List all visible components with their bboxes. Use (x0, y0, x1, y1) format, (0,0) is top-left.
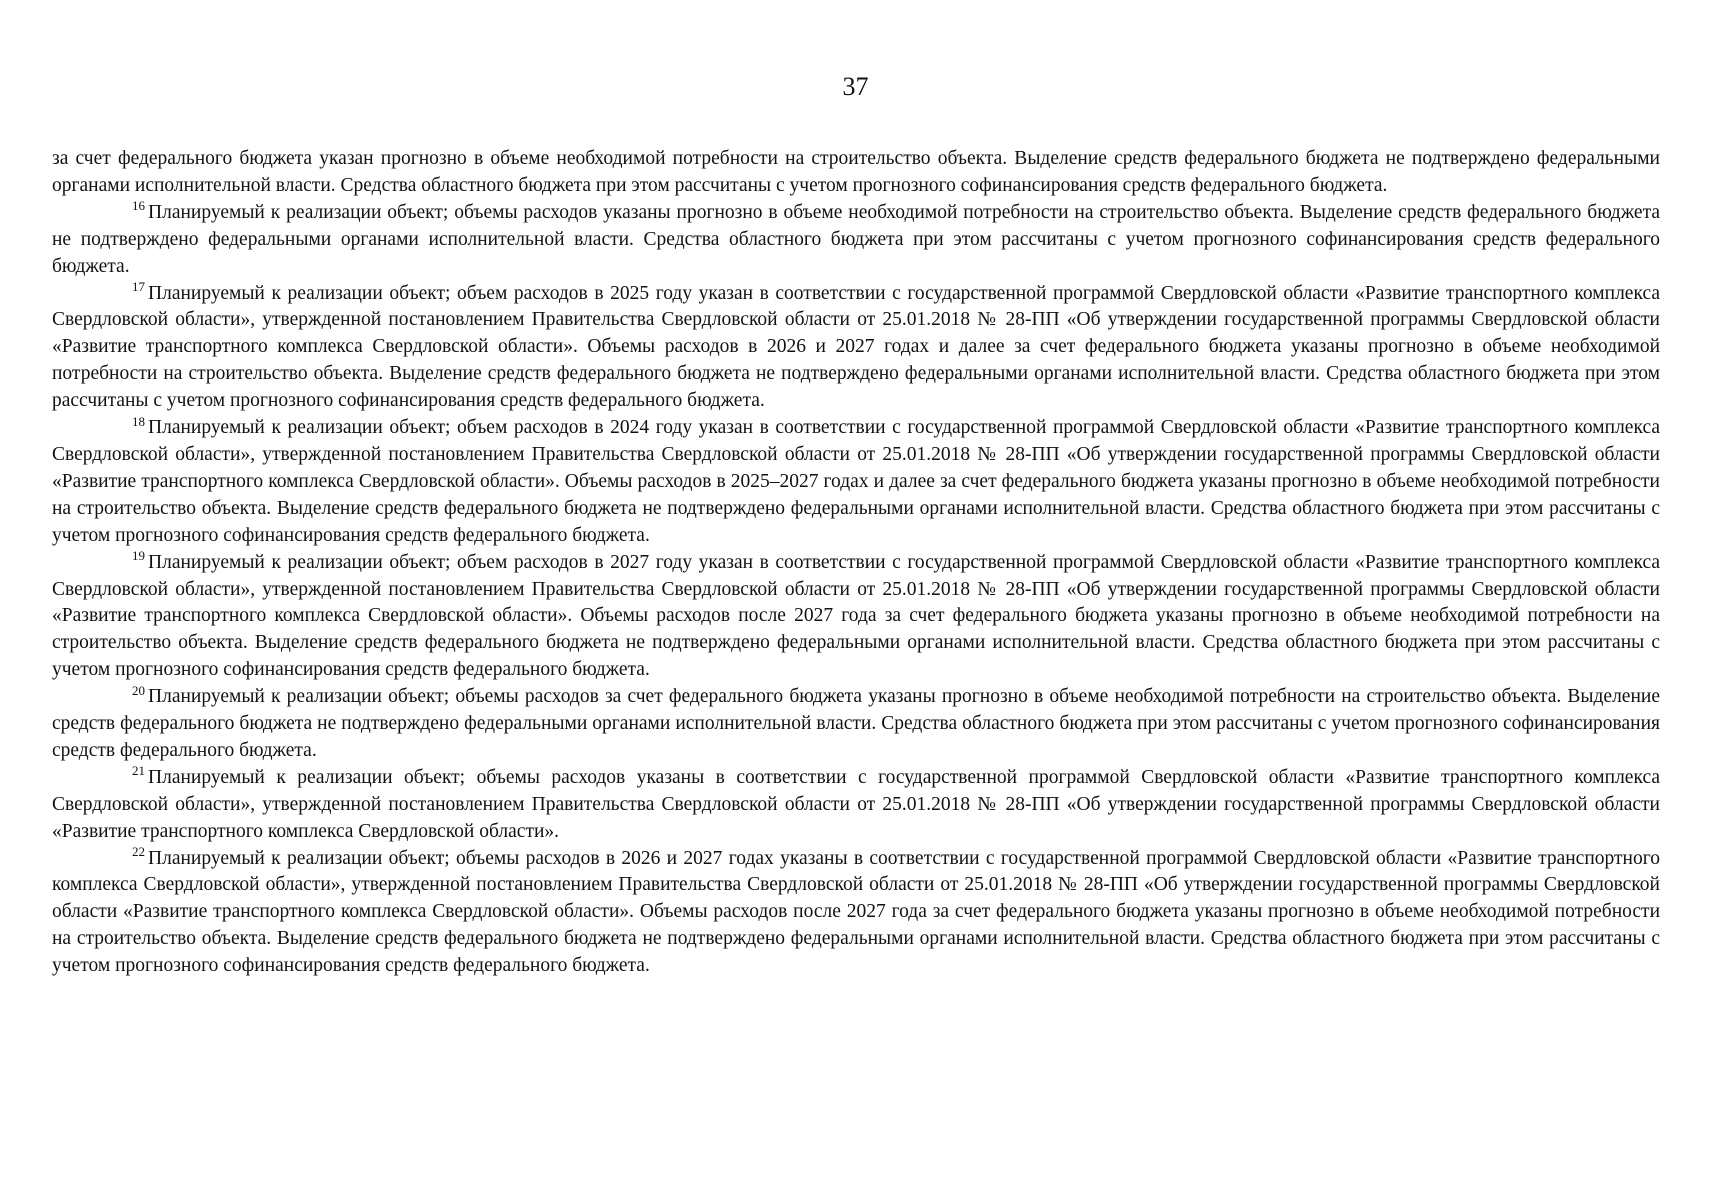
footnote-marker: 18 (132, 413, 145, 429)
footnote-18 (52, 415, 1660, 550)
footnote-20 (52, 684, 1660, 765)
footnote-text: Планируемый к реализации объект; объем расходов в 2024 году указан в соответствии с государственной программой Свердловской области «Развитие транспортного комплекса Свердловской области», утвержденной постановлением Правительства Свердловской области от 25.01.2018 № 28-ПП «Об утверждении государственной программы Свердловской области «Развитие транспортного комплекса Свердловской области». Объемы расходов в 2025–2027 годах и далее за счет федерального бюджета указаны прогнозно в объеме необходимой потребности на строительство объекта. Выделение средств федерального бюджета не подтверждено федеральными органами исполнительной власти. Средства областного бюджета при этом рассчитаны с учетом прогнозного софинансирования средств федерального бюджета. (52, 417, 1660, 546)
footnote-text: Планируемый к реализации объект; объемы расходов в 2026 и 2027 годах указаны в соответствии с государственной программой Свердловской области «Развитие транспортного комплекса Свердловской области», утвержденной постановлением Правительства Свердловской области от 25.01.2018 № 28-ПП «Об утверждении государственной программы Свердловской области «Развитие транспортного комплекса Свердловской области». Объемы расходов после 2027 года за счет федерального бюджета указаны прогнозно в объеме необходимой потребности на строительство объекта. Выделение средств федерального бюджета не подтверждено федеральными органами исполнительной власти. Средства областного бюджета при этом рассчитаны с учетом прогнозного софинансирования средств федерального бюджета. (52, 847, 1660, 977)
page-number: 37 (842, 72, 869, 101)
footnote-text: Планируемый к реализации объект; объемы расходов за счет федерального бюджета указаны прогнозно в объеме необходимой потребности на строительство объекта. Выделение средств федерального бюджета не подтверждено федеральными органами исполнительной власти. Средства областного бюджета при этом рассчитаны с учетом прогнозного софинансирования средств федерального бюджета. (52, 686, 1660, 761)
footnote-17 (52, 281, 1660, 416)
footnote-text: Планируемый к реализации объект; объем расходов в 2027 году указан в соответствии с государственной программой Свердловской области «Развитие транспортного комплекса Свердловской области», утвержденной постановлением Правительства Свердловской области от 25.01.2018 № 28-ПП «Об утверждении государственной программы Свердловской области «Развитие транспортного комплекса Свердловской области». Объемы расходов после 2027 года за счет федерального бюджета указаны прогнозно в объеме необходимой потребности на строительство объекта. Выделение средств федерального бюджета не подтверждено федеральными органами исполнительной власти. Средства областного бюджета при этом рассчитаны с учетом прогнозного софинансирования средств федерального бюджета. (52, 551, 1660, 681)
footnote-marker: 16 (132, 198, 145, 214)
footnote-text: Планируемый к реализации объект; объемы расходов указаны прогнозно в объеме необходимой потребности на строительство объекта. Выделение средств федерального бюджета не подтверждено федеральными органами исполнительной власти. Средства областного бюджета при этом рассчитаны с учетом прогнозного софинансирования средств федерального бюджета. (52, 201, 1660, 277)
footnote-continuation (52, 146, 1660, 200)
footnote-marker: 21 (132, 763, 145, 779)
footnote-marker: 19 (132, 548, 145, 564)
footnote-marker: 17 (132, 279, 145, 295)
footnote-text: Планируемый к реализации объект; объемы расходов указаны в соответствии с государственной программой Свердловской области «Развитие транспортного комплекса Свердловской области», утвержденной постановлением Правительства Свердловской области от 25.01.2018 № 28-ПП «Об утверждении государственной программы Свердловской области «Развитие транспортного комплекса Свердловской области». (52, 766, 1660, 842)
footnote-marker: 22 (132, 844, 145, 860)
footnote-text: Планируемый к реализации объект; объем расходов в 2025 году указан в соответствии с государственной программой Свердловской области «Развитие транспортного комплекса Свердловской области», утвержденной постановлением Правительства Свердловской области от 25.01.2018 № 28-ПП «Об утверждении государственной программы Свердловской области «Развитие транспортного комплекса Свердловской области». Объемы расходов в 2026 и 2027 годах и далее за счет федерального бюджета указаны прогнозно в объеме необходимой потребности на строительство объекта. Выделение средств федерального бюджета не подтверждено федеральными органами исполнительной власти. Средства областного бюджета при этом рассчитаны с учетом прогнозного софинансирования средств федерального бюджета. (52, 282, 1660, 412)
footnote-19 (52, 550, 1660, 685)
footnote-22 (52, 846, 1660, 981)
footnote-16 (52, 200, 1660, 281)
footnote-21 (52, 765, 1660, 846)
footnote-text: за счет федерального бюджета указан прогнозно в объеме необходимой потребности на строительство объекта. Выделение средств федерального бюджета не подтверждено федеральными органами исполнительной власти. Средства областного бюджета при этом рассчитаны с учетом прогнозного софинансирования средств федерального бюджета. (52, 148, 1660, 196)
footnote-marker: 20 (132, 682, 145, 698)
footnotes-block (52, 146, 1660, 980)
